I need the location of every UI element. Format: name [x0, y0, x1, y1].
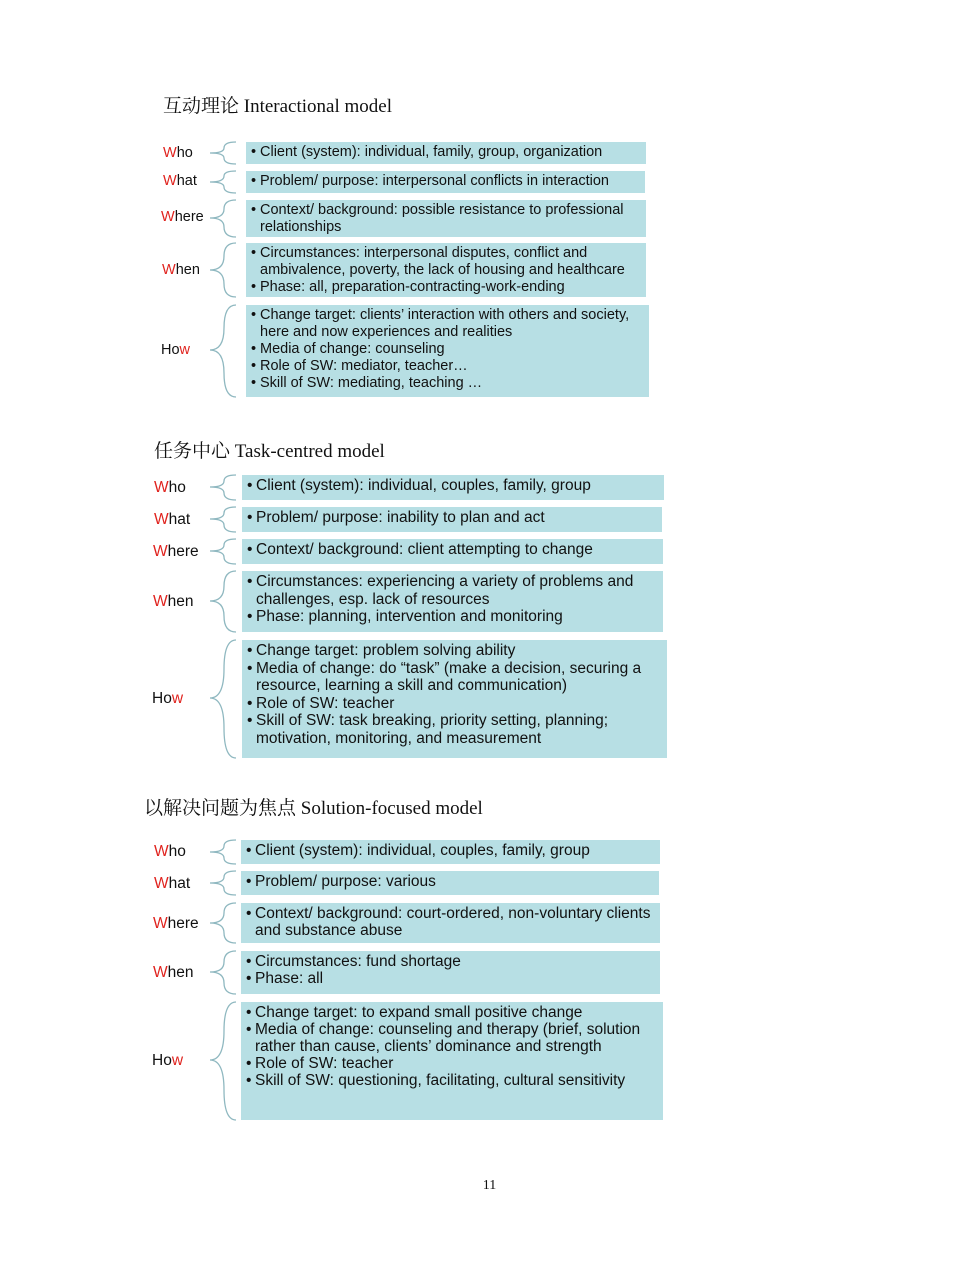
label-where: Where: [161, 209, 204, 225]
bullet-item: • Skill of SW: mediating, teaching …: [260, 375, 643, 392]
bullet-item: • Circumstances: interpersonal disputes, conflict and ambivalence, poverty, the lack of housing and healthcare: [260, 245, 640, 279]
label-who: Who: [154, 843, 186, 860]
bracket-where: [210, 539, 236, 564]
bullet-item: • Change target: problem solving ability: [256, 642, 661, 660]
bullet-item: • Client (system): individual, family, group, organization: [260, 144, 640, 161]
label-when: When: [153, 593, 194, 610]
bracket-how: [210, 1002, 236, 1120]
bullet-item: • Circumstances: fund shortage: [255, 953, 654, 970]
bracket-what: [210, 871, 236, 895]
bracket-who: [210, 475, 236, 500]
bullet-item: • Phase: all: [255, 970, 654, 987]
bracket-when: [210, 951, 236, 994]
bullet-item: • Media of change: counseling: [260, 341, 643, 358]
label-how: How: [152, 1052, 184, 1069]
label-where: Where: [153, 915, 199, 932]
section-title-interactional: 互动理论 Interactional model: [163, 96, 392, 117]
bullet-item: • Context/ background: possible resistance to professional relationships: [260, 202, 640, 236]
bracket-when: [210, 571, 236, 632]
bullet-item: • Media of change: do “task” (make a decision, securing a resource, learning a skill and communication): [256, 660, 661, 695]
bullet-item: • Role of SW: teacher: [255, 1055, 657, 1072]
section-title-task-centred: 任务中心 Task-centred model: [154, 441, 385, 462]
label-when: When: [153, 964, 194, 981]
bullet-item: • Context/ background: client attempting to change: [256, 541, 657, 559]
bullet-item: • Phase: planning, intervention and monitoring: [256, 608, 657, 626]
bullet-item: • Skill of SW: task breaking, priority setting, planning; motivation, monitoring, and measurement: [256, 712, 661, 747]
label-what: What: [154, 875, 191, 892]
bullet-item: • Problem/ purpose: interpersonal conflicts in interaction: [260, 173, 639, 190]
bracket-what: [210, 507, 236, 532]
bracket-where: [210, 903, 236, 943]
label-what: What: [154, 511, 191, 528]
bullet-item: • Circumstances: experiencing a variety of problems and challenges, esp. lack of resources: [256, 573, 657, 608]
bullet-item: • Client (system): individual, couples, family, group: [255, 842, 654, 859]
bracket-when: [210, 243, 236, 297]
label-how: How: [161, 342, 191, 358]
bullet-item: • Role of SW: mediator, teacher…: [260, 358, 643, 375]
bullet-item: • Context/ background: court-ordered, non-voluntary clients and substance abuse: [255, 905, 654, 939]
bullet-item: • Phase: all, preparation-contracting-work-ending: [260, 279, 640, 296]
bracket-how: [210, 640, 236, 758]
bullet-item: • Problem/ purpose: inability to plan and act: [256, 509, 656, 527]
label-how: How: [152, 690, 184, 707]
section-title-solution-focused: 以解决问题为焦点 Solution-focused model: [144, 798, 483, 819]
bracket-how: [210, 305, 236, 397]
bullet-item: • Client (system): individual, couples, family, group: [256, 477, 658, 495]
bullet-item: • Role of SW: teacher: [256, 695, 661, 713]
page-number: 11: [482, 1178, 497, 1193]
bracket-what: [210, 171, 236, 193]
label-who: Who: [163, 145, 193, 161]
bullet-item: • Media of change: counseling and therapy (brief, solution rather than cause, clients’ dominance and strength: [255, 1021, 657, 1055]
bullet-item: • Skill of SW: questioning, facilitating, cultural sensitivity: [255, 1072, 657, 1089]
bracket-who: [210, 840, 236, 864]
label-where: Where: [153, 543, 199, 560]
label-what: What: [163, 173, 197, 189]
bullet-item: • Problem/ purpose: various: [255, 873, 653, 890]
bracket-where: [210, 200, 236, 237]
bracket-who: [210, 142, 236, 164]
bullet-item: • Change target: to expand small positive change: [255, 1004, 657, 1021]
label-who: Who: [154, 479, 186, 496]
label-when: When: [162, 262, 200, 278]
bullet-item: • Change target: clients’ interaction with others and society, here and now experiences and realities: [260, 307, 643, 341]
